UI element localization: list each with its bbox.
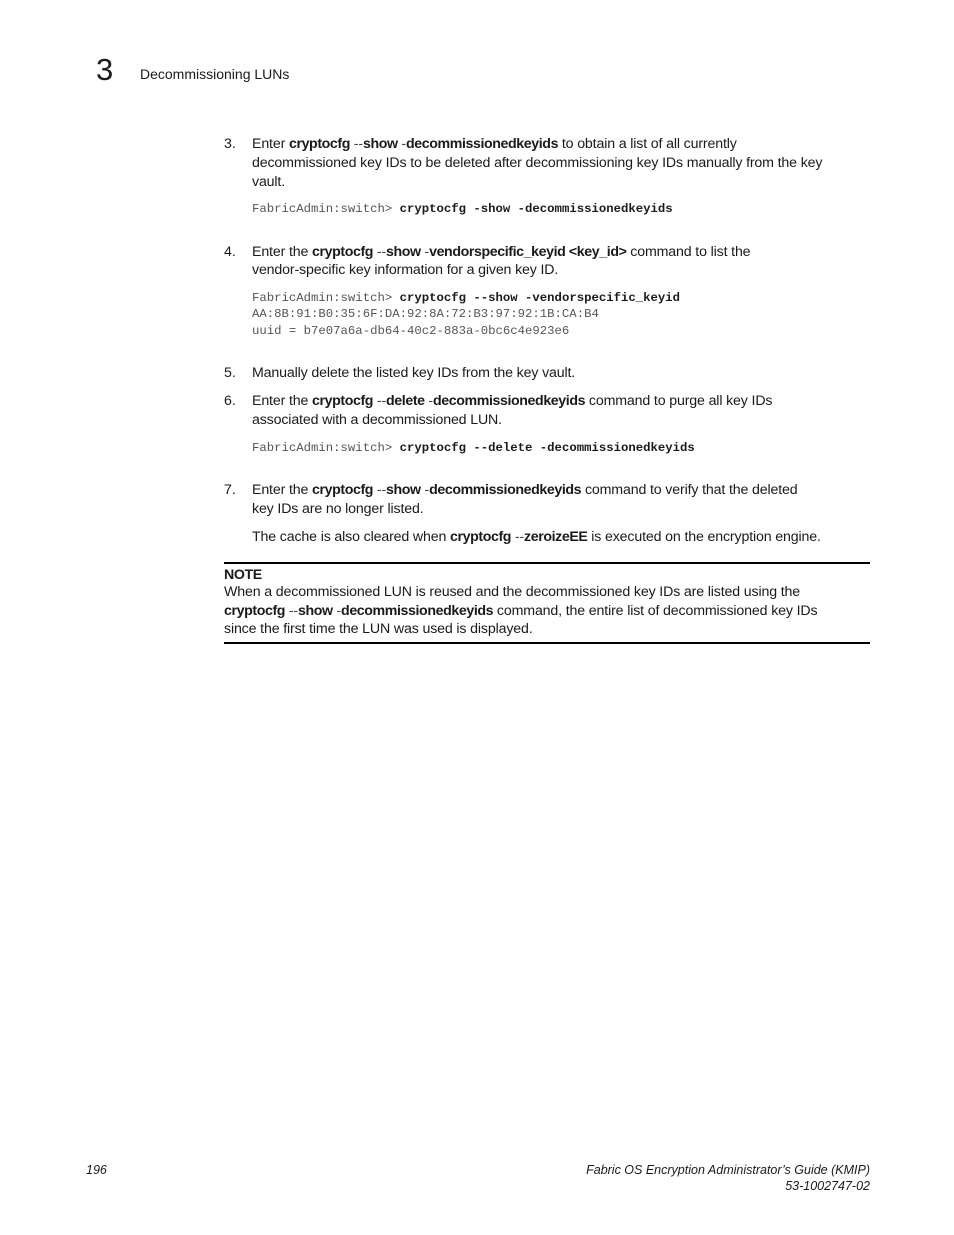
step-number: 5. [224, 365, 236, 381]
code-output: AA:8B:91:B0:35:6F:DA:92:8A:72:B3:97:92:1B:CA:B4 [252, 307, 599, 321]
note-top-rule [224, 562, 870, 564]
step-number: 7. [224, 482, 236, 498]
step-text: Enter the cryptocfg --show -vendorspecific_keyid <key_id> command to list the [252, 244, 751, 260]
code-block: FabricAdmin:switch> cryptocfg --show -vendorspecific_keyid [252, 291, 681, 305]
document-number: 53-1002747-02 [785, 1179, 870, 1193]
chapter-number: 3 [96, 52, 114, 87]
step-text: Manually delete the listed key IDs from the key vault. [252, 365, 576, 381]
document-title: Fabric OS Encryption Administrator’s Guide (KMIP) [586, 1163, 870, 1177]
step-number: 6. [224, 393, 236, 409]
note-text: since the first time the LUN was used is displayed. [224, 621, 533, 637]
page-number: 196 [86, 1163, 107, 1177]
note-label: NOTE [224, 567, 262, 583]
step-text: Enter the cryptocfg --delete -decommissionedkeyids command to purge all key IDs [252, 393, 773, 409]
step-number: 3. [224, 136, 236, 152]
step-text: associated with a decommissioned LUN. [252, 412, 502, 428]
step-text: key IDs are no longer listed. [252, 501, 424, 517]
code-output: uuid = b7e07a6a-db64-40c2-883a-0bc6c4e923e6 [252, 324, 570, 338]
step-number: 4. [224, 244, 236, 260]
step-text: Enter cryptocfg --show -decommissionedkeyids to obtain a list of all currently [252, 136, 737, 152]
code-block: FabricAdmin:switch> cryptocfg -show -decommissionedkeyids [252, 202, 673, 216]
note-bottom-rule [224, 642, 870, 644]
code-block: FabricAdmin:switch> cryptocfg --delete -decommissionedkeyids [252, 441, 695, 455]
step-text: vault. [252, 174, 286, 190]
note-text: cryptocfg --show -decommissionedkeyids command, the entire list of decommissioned key IDs [224, 603, 818, 619]
step-text: decommissioned key IDs to be deleted after decommissioning key IDs manually from the key [252, 155, 823, 171]
step-extra-text: The cache is also cleared when cryptocfg --zeroizeEE is executed on the encryption engine. [252, 529, 821, 545]
note-text: When a decommissioned LUN is reused and the decommissioned key IDs are listed using the [224, 584, 801, 600]
step-text: Enter the cryptocfg --show -decommissionedkeyids command to verify that the deleted [252, 482, 798, 498]
section-title: Decommissioning LUNs [140, 66, 290, 82]
step-text: vendor-specific key information for a given key ID. [252, 262, 559, 278]
